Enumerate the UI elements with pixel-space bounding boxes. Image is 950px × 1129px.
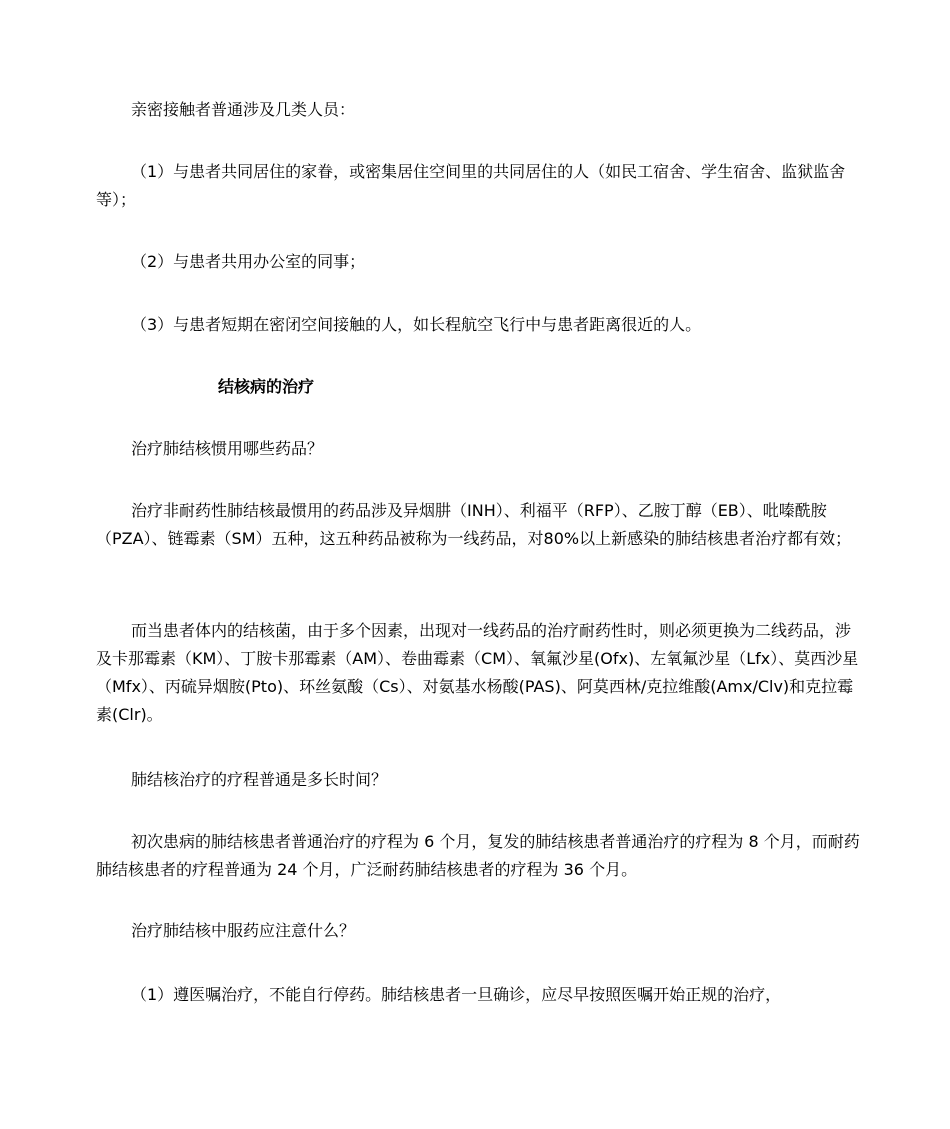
paragraph-question-medication: 治疗肺结核中服药应注意什么？	[131, 921, 356, 940]
section-heading: 结核病的治疗	[218, 377, 315, 396]
paragraph-contacts-item-1: （1）与患者共同居住的家眷，或密集居住空间里的共同居住的人（如民工宿舍、学生宿舍、监狱监舍等）；	[96, 162, 846, 209]
paragraph-medication-item-1: （1）遵医嘱治疗，不能自行停药。肺结核患者一旦确诊，应尽早按照医嘱开始正规的治疗，	[131, 985, 782, 1004]
paragraph-contacts-item-2: （2）与患者共用办公室的同事；	[131, 252, 366, 271]
paragraph-close-contacts-intro: 亲密接触者普通涉及几类人员：	[131, 100, 356, 119]
paragraph-second-line-drugs: 而当患者体内的结核菌，由于多个因素，出现对一线药品的治疗耐药性时，则必须更换为二线药品，涉及卡那霉素（KM）、丁胺卡那霉素（AM）、卷曲霉素（CM）、氧氟沙星(Ofx)、左氧氟沙星（Lfx）、莫西沙星（Mfx）、丙硫异烟胺(Pto)、环丝氨酸（Cs）、对氨基水杨酸(PAS)、阿莫西林/克拉维酸(Amx/Clv)和克拉霉素(Clr)。	[96, 621, 859, 724]
paragraph-question-drugs: 治疗肺结核惯用哪些药品？	[131, 439, 324, 458]
paragraph-first-line-drugs: 治疗非耐药性肺结核最惯用的药品涉及异烟肼（INH）、利福平（RFP）、乙胺丁醇（EB）、吡嗪酰胺（PZA）、链霉素（SM）五种，这五种药品被称为一线药品，对80%以上新感染的肺结核患者治疗都有效；	[96, 501, 852, 548]
paragraph-contacts-item-3: （3）与患者短期在密闭空间接触的人，如长程航空飞行中与患者距离很近的人。	[131, 315, 702, 334]
paragraph-treatment-duration: 初次患病的肺结核患者普通治疗的疗程为 6 个月，复发的肺结核患者普通治疗的疗程为 8 个月，而耐药肺结核患者的疗程普通为 24 个月，广泛耐药肺结核患者的疗程为 36 个月。	[96, 832, 860, 879]
paragraph-question-duration: 肺结核治疗的疗程普通是多长时间？	[131, 770, 388, 789]
